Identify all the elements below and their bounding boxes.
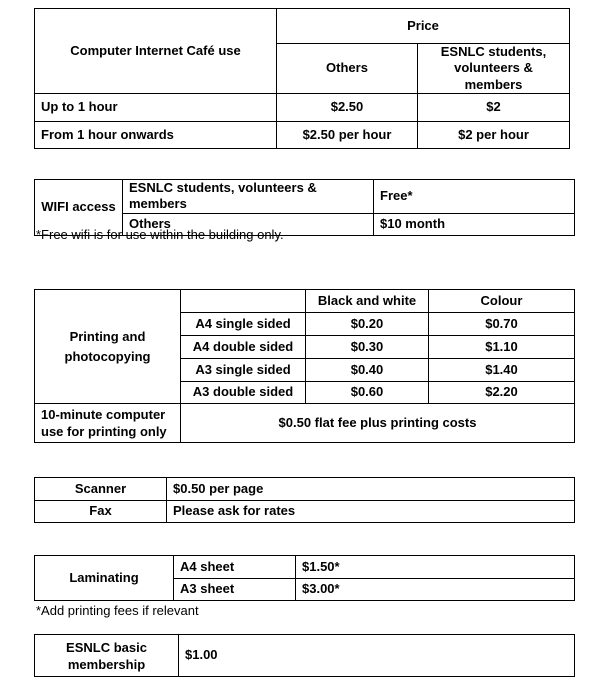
price-cell: $0.40 [306,359,429,382]
laminating-note: *Add printing fees if relevant [36,603,199,618]
row-label: A4 single sided [181,313,306,336]
price-cell: $0.70 [429,313,575,336]
internet-cafe-table [34,8,570,149]
membership-title: ESNLC basic membership [35,635,179,677]
empty-header-cell [181,290,306,313]
row-label: Others [123,213,374,235]
table-row [35,121,570,148]
computer-use-label: 10-minute computer use for printing only [35,404,181,443]
col-colour-header: Colour [429,290,575,313]
table-row [35,635,575,677]
laminating-table [34,555,575,601]
row-label: A4 double sided [181,336,306,359]
table-row [35,501,575,523]
row-label: A3 double sided [181,382,306,404]
printing-table [34,289,575,443]
price-cell: Please ask for rates [167,501,575,523]
price-cell: $2 [418,93,570,121]
price-cell: Free* [374,180,575,214]
row-label: Fax [35,501,167,523]
price-header: Price [277,9,570,44]
computer-use-price: $0.50 flat fee plus printing costs [181,404,575,443]
row-label: Up to 1 hour [35,93,277,121]
price-cell: $10 month [374,213,575,235]
price-cell: $3.00* [296,579,575,601]
printing-title: Printing and photocopying [35,290,181,404]
row-label: A4 sheet [174,556,296,579]
price-cell: $0.20 [306,313,429,336]
col-bw-header: Black and white [306,290,429,313]
col-others-header: Others [277,44,418,94]
table-row [35,180,575,214]
price-cell: $0.30 [306,336,429,359]
wifi-title: WIFI access [35,180,123,236]
internet-cafe-title: Computer Internet Café use [35,9,277,94]
membership-table [34,634,575,677]
row-label: A3 sheet [174,579,296,601]
laminating-title: Laminating [35,556,174,601]
scanner-fax-table [34,477,575,523]
price-cell: $2 per hour [418,121,570,148]
row-label: Scanner [35,478,167,501]
table-row [35,93,570,121]
table-row [35,556,575,579]
price-cell: $1.40 [429,359,575,382]
price-cell: $0.60 [306,382,429,404]
wifi-note: *Free wifi is for use within the building only. [36,227,284,242]
row-label: A3 single sided [181,359,306,382]
price-cell: $1.10 [429,336,575,359]
price-cell: $2.50 per hour [277,121,418,148]
price-cell: $1.50* [296,556,575,579]
price-cell: $0.50 per page [167,478,575,501]
table-row [35,404,575,443]
price-cell: $2.20 [429,382,575,404]
row-label: From 1 hour onwards [35,121,277,148]
membership-price: $1.00 [179,635,575,677]
price-cell: $2.50 [277,93,418,121]
table-row [35,478,575,501]
row-label: ESNLC students, volunteers & members [123,180,374,214]
col-esnlc-header: ESNLC students, volunteers & members [418,44,570,94]
